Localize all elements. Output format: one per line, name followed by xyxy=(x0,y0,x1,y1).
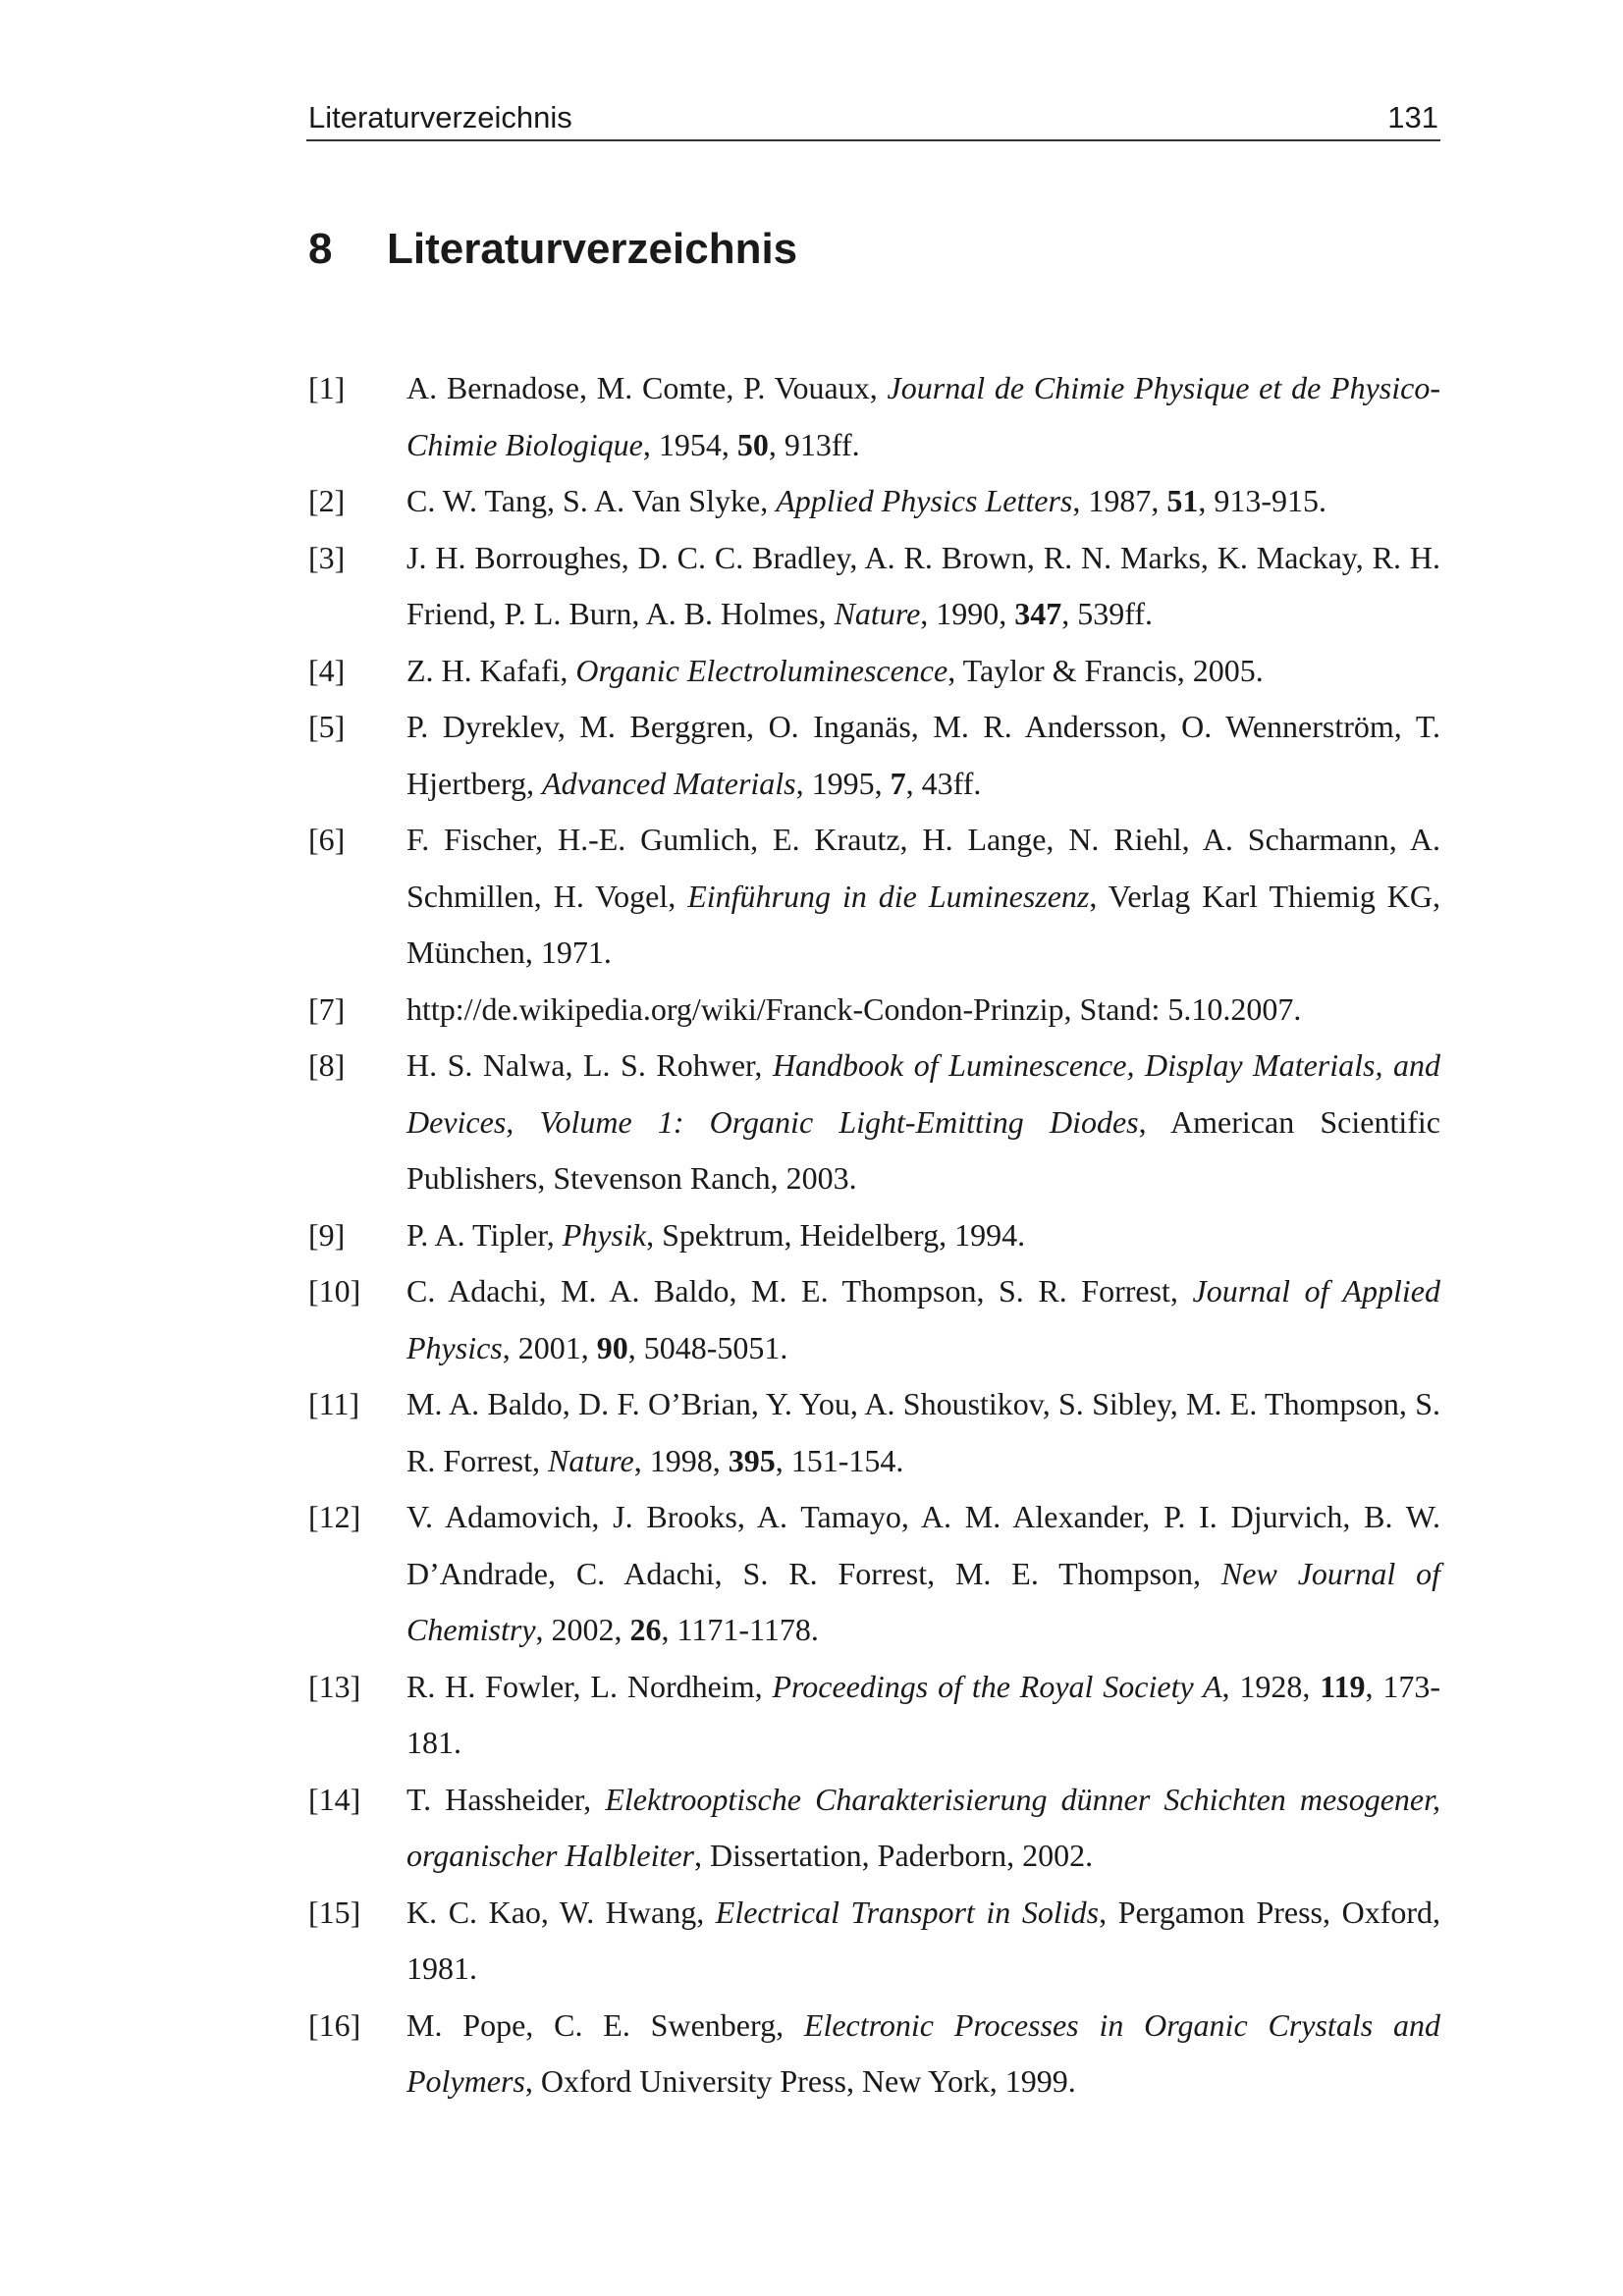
reference-text xyxy=(406,812,1440,982)
reference-segment: , Pergamon Press, Oxford, 1981. xyxy=(406,1894,1441,1986)
reference-text xyxy=(406,1489,1440,1659)
reference-segment: , 1954, xyxy=(642,426,737,462)
reference-volume: 50 xyxy=(736,426,769,462)
reference-text xyxy=(406,699,1440,812)
reference-number: [15] xyxy=(308,1894,361,1930)
reference-number: [9] xyxy=(308,1216,346,1253)
reference-number: [5] xyxy=(308,709,346,744)
reference-entry xyxy=(308,530,1440,643)
reference-title: Electrical Transport in Solids xyxy=(715,1894,1100,1930)
reference-segment: F. Fischer, H.-E. Gumlich, E. Krautz, H. Lange, N. Riehl, A. Scharmann, A. Schmillen, H. Vogel, xyxy=(406,822,1440,914)
reference-entry xyxy=(308,1207,1440,1264)
reference-entry xyxy=(308,1489,1440,1659)
reference-title: Einführung in die Lumineszenz xyxy=(687,878,1090,914)
reference-title: Nature xyxy=(834,596,921,631)
reference-entry xyxy=(308,1885,1440,1998)
reference-text xyxy=(406,643,1440,700)
reference-title: New Journal of Chemistry xyxy=(406,1555,1441,1647)
reference-title: Journal de Chimie Physique et de Physico-Chimie Biologique xyxy=(406,370,1441,462)
chapter-number: 8 xyxy=(308,225,333,273)
reference-entry xyxy=(308,812,1440,982)
reference-text xyxy=(406,360,1440,473)
reference-entry xyxy=(308,699,1440,812)
reference-segment: , 1995, xyxy=(795,765,891,801)
reference-title: Handbook of Luminescence, Display Materials, and Devices, Volume 1: Organic Light-Emitting Diodes xyxy=(406,1047,1441,1140)
reference-number: [16] xyxy=(308,2006,361,2043)
reference-segment: P. Dyreklev, M. Berggren, O. Inganäs, M. R. Andersson, O. Wennerström, T. Hjertberg, xyxy=(406,709,1440,801)
reference-segment: M. Pope, C. E. Swenberg, xyxy=(406,2006,804,2043)
reference-volume: 119 xyxy=(1320,1668,1366,1704)
reference-segment: , 43ff. xyxy=(905,765,982,801)
reference-segment: C. W. Tang, S. A. Van Slyke, xyxy=(406,483,777,518)
reference-number: [6] xyxy=(308,822,346,857)
reference-number: [12] xyxy=(308,1499,361,1534)
reference-segment: A. Bernadose, M. Comte, P. Vouaux, xyxy=(406,370,888,405)
reference-segment: P. A. Tipler, xyxy=(406,1216,563,1253)
reference-entry xyxy=(308,1659,1440,1772)
reference-segment: , 151-154. xyxy=(775,1442,904,1478)
reference-segment: H. S. Nalwa, L. S. Rohwer, xyxy=(406,1047,773,1083)
reference-segment: , 1987, xyxy=(1072,483,1167,518)
reference-segment: , Taylor & Francis, 2005. xyxy=(947,652,1264,688)
reference-text xyxy=(406,1885,1440,1998)
reference-text xyxy=(406,1659,1440,1772)
reference-segment: R. H. Fowler, L. Nordheim, xyxy=(406,1668,773,1704)
reference-segment: , Dissertation, Paderborn, 2002. xyxy=(694,1838,1094,1873)
reference-segment: , American Scientific Publishers, Stevenson Ranch, 2003. xyxy=(406,1103,1441,1196)
reference-volume: 395 xyxy=(728,1442,776,1478)
reference-segment: , 1171-1178. xyxy=(661,1612,819,1647)
reference-number: [7] xyxy=(308,990,346,1027)
reference-number: [2] xyxy=(308,483,346,518)
reference-segment: Z. H. Kafafi, xyxy=(406,652,576,688)
running-header-title: Literaturverzeichnis xyxy=(308,100,572,134)
reference-text xyxy=(406,1207,1440,1264)
reference-segment: , 2001, xyxy=(502,1329,597,1365)
reference-text xyxy=(406,1038,1440,1207)
reference-volume: 347 xyxy=(1014,596,1062,631)
reference-segment: , Verlag Karl Thiemig KG, München, 1971. xyxy=(406,878,1441,970)
reference-text xyxy=(406,1998,1440,2110)
reference-title: Elektrooptische Charakterisierung dünner Schichten mesogener, organischer Halbleiter xyxy=(406,1781,1441,1873)
reference-segment: , 1990, xyxy=(920,596,1015,631)
reference-entry xyxy=(308,1772,1440,1885)
reference-title: Advanced Materials xyxy=(542,765,796,801)
reference-entry xyxy=(308,1376,1440,1489)
reference-segment: , 539ff. xyxy=(1061,596,1154,631)
reference-segment: , Spektrum, Heidelberg, 1994. xyxy=(646,1216,1026,1253)
reference-segment: V. Adamovich, J. Brooks, A. Tamayo, A. M. Alexander, P. I. Djurvich, B. W. D’Andrade, C. Adachi, S. R. Forrest, M. E. Thompson, xyxy=(406,1499,1440,1591)
reference-segment: , 173-181. xyxy=(406,1668,1441,1760)
page-number: 131 xyxy=(1387,100,1438,134)
reference-number: [4] xyxy=(308,652,346,688)
chapter-heading xyxy=(308,222,797,277)
reference-title: Journal of Applied Physics xyxy=(406,1273,1441,1365)
reference-title: Proceedings of the Royal Society A xyxy=(772,1668,1222,1704)
reference-text xyxy=(406,1772,1440,1885)
reference-number: [11] xyxy=(308,1386,360,1421)
reference-segment: , 5048-5051. xyxy=(627,1329,788,1365)
reference-text xyxy=(406,1263,1440,1376)
reference-number: [10] xyxy=(308,1273,361,1308)
reference-list xyxy=(308,360,1440,2110)
reference-number: [14] xyxy=(308,1781,361,1817)
reference-entry xyxy=(308,1263,1440,1376)
reference-number: [1] xyxy=(308,370,346,405)
reference-segment: K. C. Kao, W. Hwang, xyxy=(406,1894,716,1930)
reference-title: Electronic Processes in Organic Crystals and Polymers xyxy=(406,2006,1441,2099)
reference-number: [3] xyxy=(308,539,346,575)
reference-entry xyxy=(308,982,1440,1039)
reference-title: Physik xyxy=(562,1216,647,1253)
reference-entry xyxy=(308,473,1440,530)
reference-segment: C. Adachi, M. A. Baldo, M. E. Thompson, S. R. Forrest, xyxy=(406,1273,1193,1308)
reference-segment: J. H. Borroughes, D. C. C. Bradley, A. R. Brown, R. N. Marks, K. Mackay, R. H. Friend, P. L. Burn, A. B. Holmes, xyxy=(406,539,1440,631)
reference-volume: 7 xyxy=(890,765,906,801)
reference-entry xyxy=(308,1038,1440,1207)
reference-title: Applied Physics Letters xyxy=(776,483,1073,518)
reference-volume: 26 xyxy=(629,1612,662,1647)
reference-entry xyxy=(308,1998,1440,2110)
reference-segment: http://de.wikipedia.org/wiki/Franck-Condon-Prinzip, Stand: 5.10.2007. xyxy=(406,990,1302,1027)
reference-segment: , 913-915. xyxy=(1198,483,1327,518)
running-header xyxy=(306,96,1440,141)
reference-number: [8] xyxy=(308,1047,346,1083)
reference-text xyxy=(406,1376,1440,1489)
reference-text xyxy=(406,473,1440,530)
chapter-title: Literaturverzeichnis xyxy=(387,225,798,273)
reference-volume: 90 xyxy=(596,1329,628,1365)
reference-number: [13] xyxy=(308,1668,361,1704)
reference-segment: , 1998, xyxy=(633,1442,729,1478)
reference-segment: M. A. Baldo, D. F. O’Brian, Y. You, A. Shoustikov, S. Sibley, M. E. Thompson, S. R. Forrest, xyxy=(406,1386,1440,1478)
reference-volume: 51 xyxy=(1166,483,1199,518)
reference-entry xyxy=(308,643,1440,700)
reference-text xyxy=(406,530,1440,643)
reference-text xyxy=(406,982,1440,1039)
reference-segment: , Oxford University Press, New York, 1999. xyxy=(524,2063,1076,2099)
reference-entry xyxy=(308,360,1440,473)
reference-segment: , 913ff. xyxy=(768,426,860,462)
reference-segment: T. Hassheider, xyxy=(406,1781,606,1817)
reference-title: Nature xyxy=(548,1442,634,1478)
reference-title: Organic Electroluminescence xyxy=(575,652,948,688)
reference-segment: , 1928, xyxy=(1221,1668,1321,1704)
reference-segment: , 2002, xyxy=(535,1612,630,1647)
